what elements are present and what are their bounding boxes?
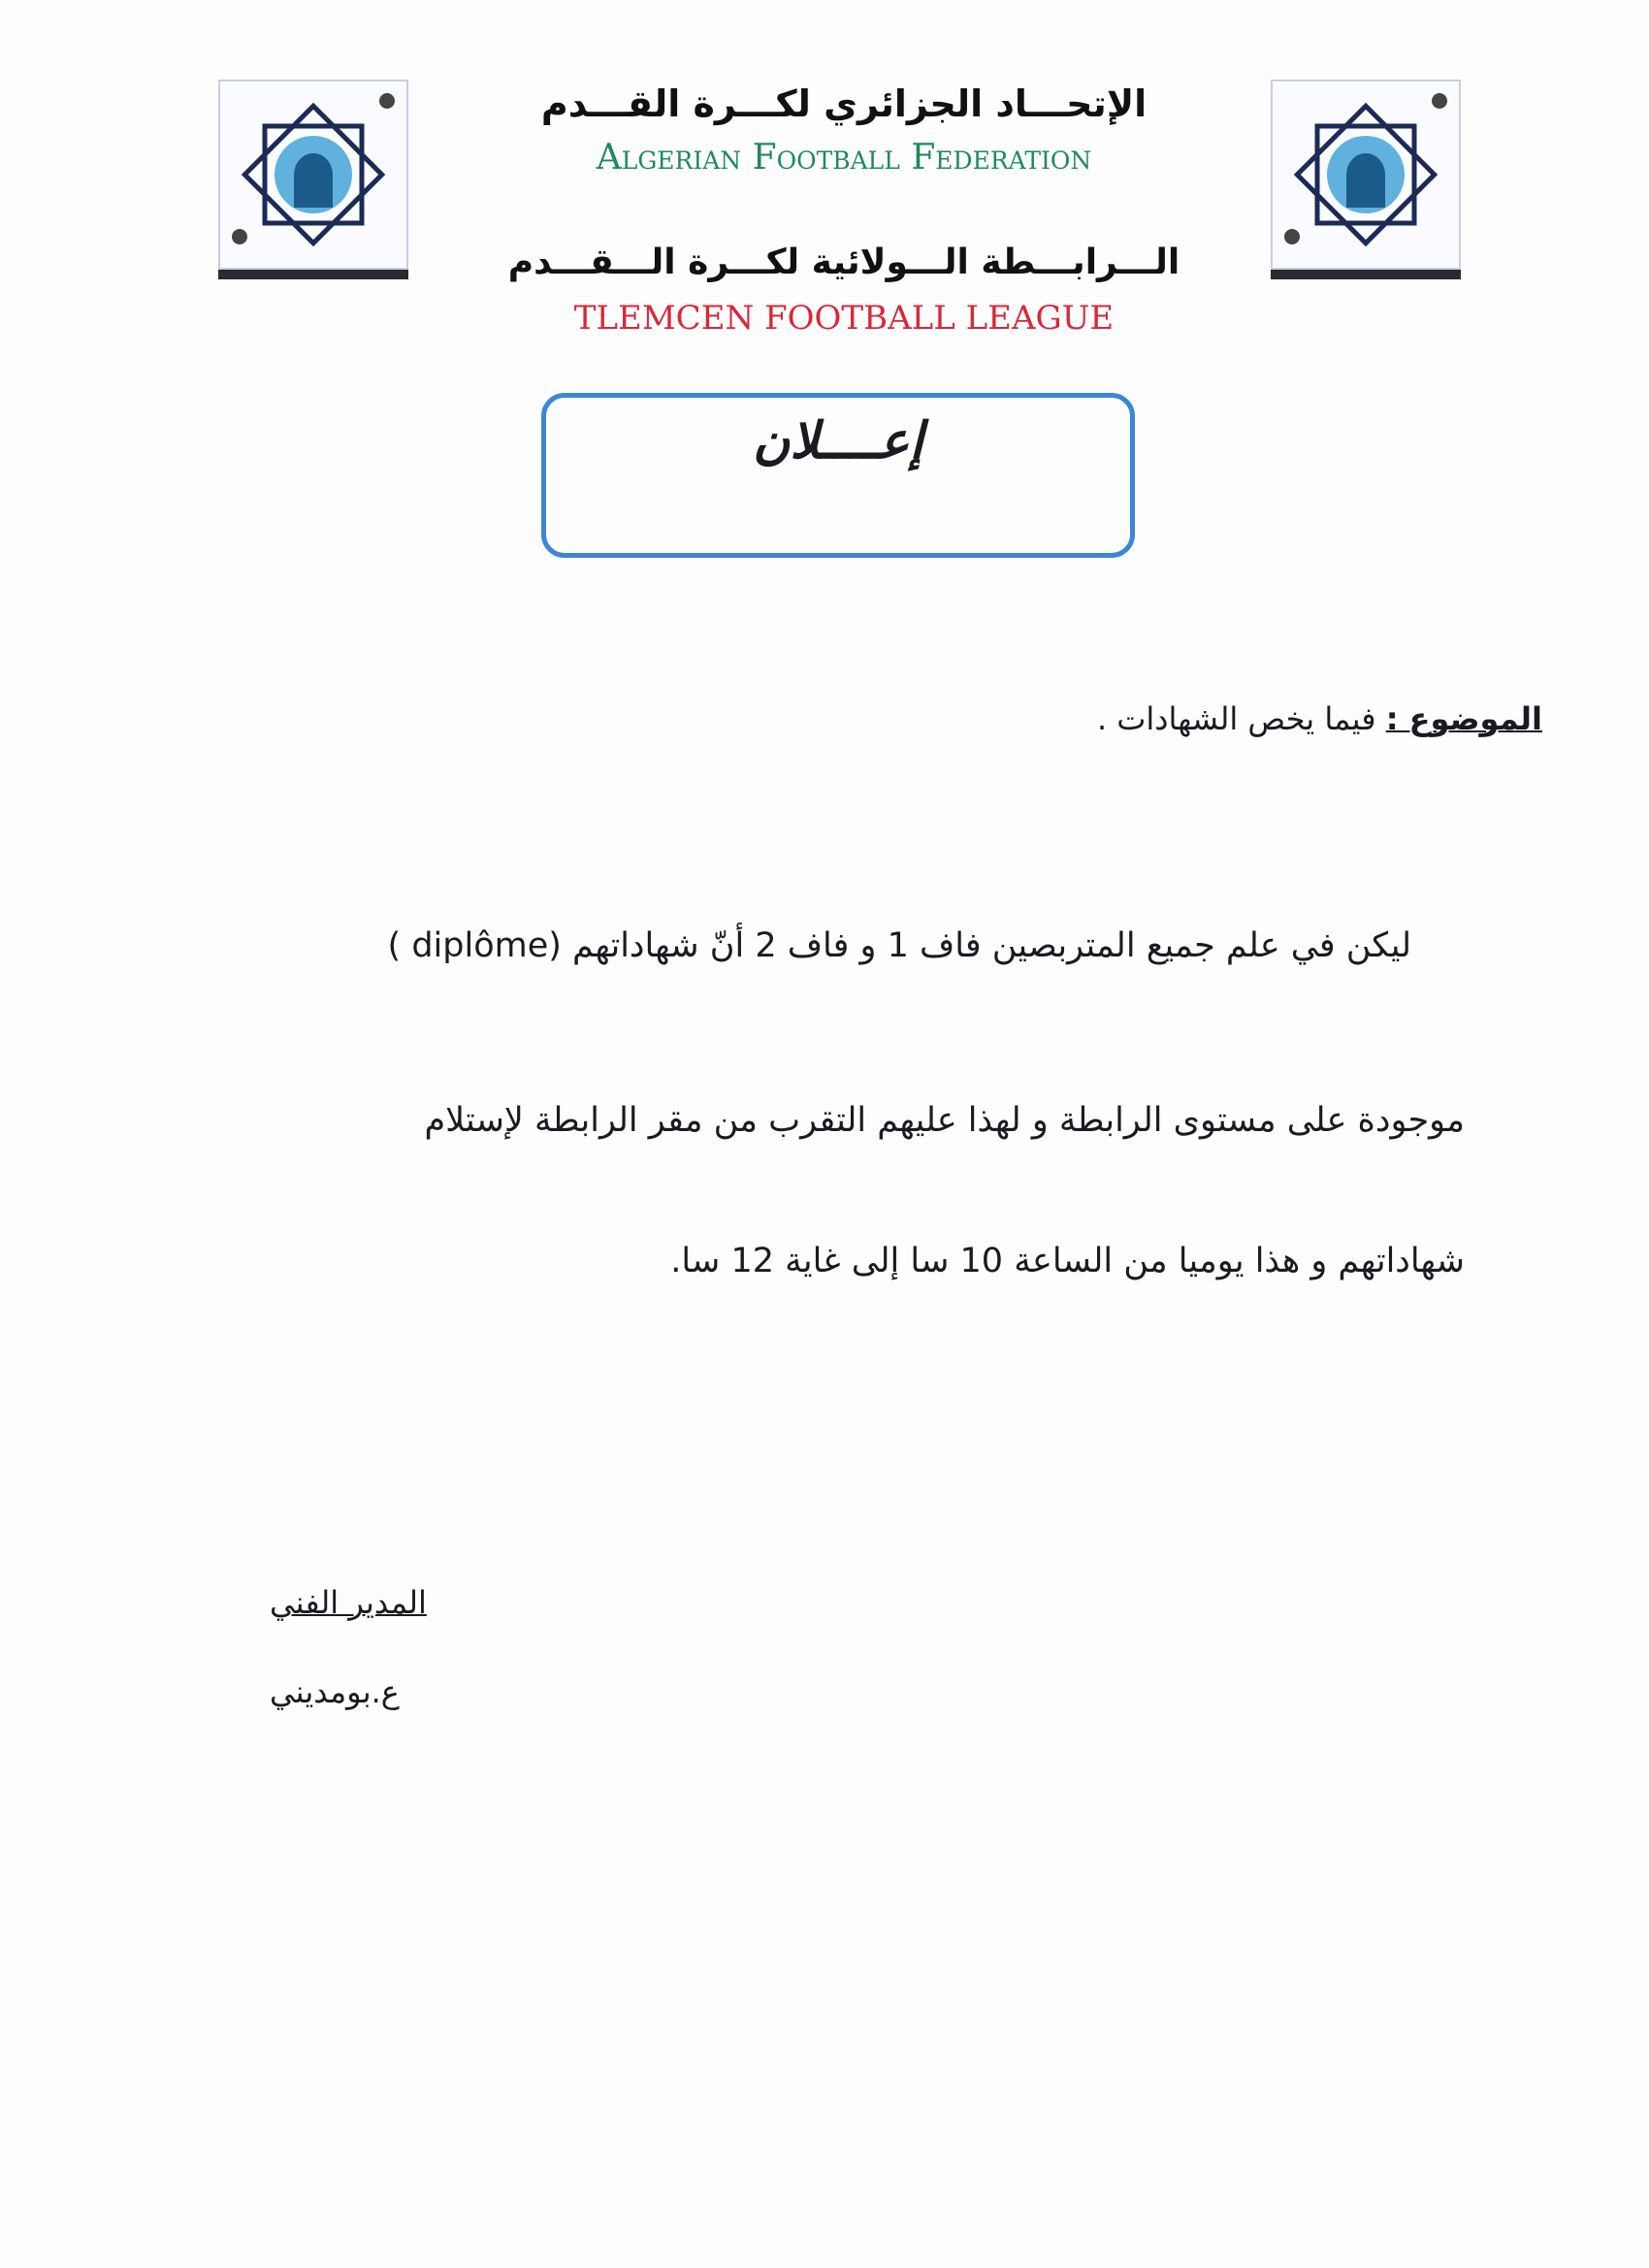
- body-line-1: ليكن في علم جميع المتربصين فاف 1 و فاف 2 أنّ شهاداتهم (diplôme ): [387, 926, 1411, 965]
- signature-role-text: المدير الفني: [270, 1584, 427, 1621]
- league-name-english: TLEMCEN FOOTBALL LEAGUE: [573, 299, 1115, 338]
- league-name-arabic: الـــرابـــطة الـــولائية لكـــرة الـــقـــدم: [507, 243, 1180, 282]
- league-logo-right: [1271, 80, 1461, 279]
- emblem-icon: [218, 80, 408, 270]
- federation-name-english: Algerian Football Federation: [596, 138, 1092, 178]
- federation-name-arabic: الإتحـــاد الجزائري لكـــرة القـــدم: [540, 82, 1148, 125]
- subject-line: [1097, 700, 1542, 737]
- signature-name: ع.بومديني: [270, 1673, 400, 1710]
- body-line-3: شهاداتهم و هذا يوميا من الساعة 10 سا إلى غاية 12 سا.: [670, 1242, 1465, 1280]
- subject-text: فيما يخص الشهادات .: [1096, 700, 1386, 737]
- signature-role: [270, 1584, 427, 1621]
- emblem-icon: [1271, 80, 1461, 270]
- subject-label: الموضوع :: [1385, 700, 1542, 737]
- league-logo-left: [218, 80, 408, 279]
- announcement-title: إعــــلان: [753, 412, 923, 470]
- body-line-2: موجودة على مستوى الرابطة و لهذا عليهم التقرب من مقر الرابطة لإستلام: [424, 1101, 1465, 1140]
